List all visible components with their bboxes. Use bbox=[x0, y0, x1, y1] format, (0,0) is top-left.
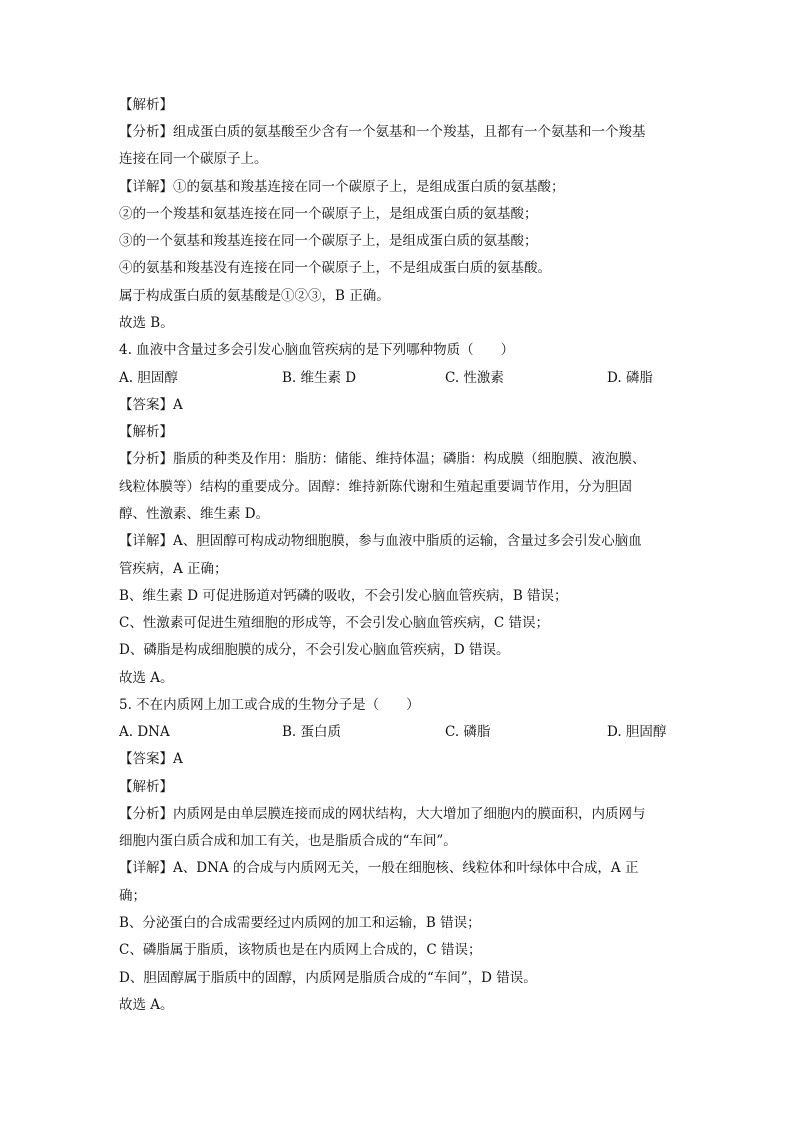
q3-analysis-heading: 【解析】 bbox=[119, 97, 173, 113]
q5-option-d: D. 胆固醇 bbox=[607, 724, 667, 740]
q5-analysis-heading: 【解析】 bbox=[119, 779, 173, 795]
q5-conclusion: 故选 A。 bbox=[119, 997, 174, 1013]
q4-detail-line-3: B、维生素 D 可促进肠道对钙磷的吸收，不会引发心脑血管疾病，B 错误； bbox=[119, 588, 568, 604]
q4-option-c: C. 性激素 bbox=[445, 370, 504, 386]
q4-answer: 【答案】A bbox=[119, 397, 183, 413]
q3-detail-line-1: 【详解】①的氨基和羧基连接在同一个碳原子上，是组成蛋白质的氨基酸； bbox=[119, 179, 565, 195]
q4-analysis-line-1: 【分析】脂质的种类及作用：脂肪：储能、维持体温；磷脂：构成膜（细胞膜、液泡膜、 bbox=[119, 451, 646, 467]
q4-option-b: B. 维生素 D bbox=[282, 370, 357, 386]
q3-analysis-line-1: 【分析】组成蛋白质的氨基酸至少含有一个氨基和一个羧基，且都有一个氨基和一个羧基 bbox=[119, 124, 646, 140]
q5-detail-line-4: C、磷脂属于脂质，该物质也是在内质网上合成的，C 错误； bbox=[119, 942, 482, 958]
q5-option-a: A. DNA bbox=[119, 724, 170, 740]
q5-question: 5. 不在内质网上加工或合成的生物分子是（ ） bbox=[119, 697, 420, 713]
q3-detail-line-2: ②的一个羧基和氨基连接在同一个碳原子上，是组成蛋白质的氨基酸； bbox=[119, 206, 538, 222]
q5-detail-line-3: B、分泌蛋白的合成需要经过内质网的加工和运输，B 错误； bbox=[119, 915, 481, 931]
q4-option-d: D. 磷脂 bbox=[607, 370, 653, 386]
q5-answer: 【答案】A bbox=[119, 751, 183, 767]
q5-detail-line-1: 【详解】A、DNA 的合成与内质网无关，一般在细胞核、线粒体和叶绿体中合成，A 正 bbox=[119, 860, 639, 876]
q5-option-c: C. 磷脂 bbox=[445, 724, 491, 740]
q4-detail-line-4: C、性激素可促进生殖细胞的形成等，不会引发心脑血管疾病，C 错误； bbox=[119, 615, 549, 631]
q4-detail-line-2: 管疾病，A 正确； bbox=[119, 561, 228, 577]
q5-option-b: B. 蛋白质 bbox=[282, 724, 342, 740]
q4-analysis-line-2: 线粒体膜等）结构的重要成分。固醇：维持新陈代谢和生殖起重要调节作用，分为胆固 bbox=[119, 479, 632, 495]
q4-analysis-heading: 【解析】 bbox=[119, 424, 173, 440]
q4-question: 4. 血液中含量过多会引发心脑血管疾病的是下列哪种物质（ ） bbox=[119, 342, 515, 358]
q3-detail-line-5: 属于构成蛋白质的氨基酸是①②③，B 正确。 bbox=[119, 288, 390, 304]
q5-detail-line-2: 确； bbox=[119, 888, 146, 904]
q5-detail-line-5: D、胆固醇属于脂质中的固醇，内质网是脂质合成的“车间”，D 错误。 bbox=[119, 970, 537, 986]
q4-analysis-line-3: 醇、性激素、维生素 D。 bbox=[119, 506, 270, 522]
q4-conclusion: 故选 A。 bbox=[119, 670, 174, 686]
q5-analysis-line-2: 细胞内蛋白质合成和加工有关，也是脂质合成的“车间”。 bbox=[119, 833, 457, 849]
q3-conclusion: 故选 B。 bbox=[119, 315, 174, 331]
q3-analysis-line-2: 连接在同一个碳原子上。 bbox=[119, 151, 268, 167]
q3-detail-line-4: ④的氨基和羧基没有连接在同一个碳原子上，不是组成蛋白质的氨基酸。 bbox=[119, 260, 551, 276]
q4-detail-line-1: 【详解】A、胆固醇可构成动物细胞膜，参与血液中脂质的运输，含量过多会引发心脑血 bbox=[119, 533, 642, 549]
q4-option-a: A. 胆固醇 bbox=[119, 370, 178, 386]
q3-detail-line-3: ③的一个氨基和羧基连接在同一个碳原子上，是组成蛋白质的氨基酸； bbox=[119, 233, 538, 249]
q4-detail-line-5: D、磷脂是构成细胞膜的成分，不会引发心脑血管疾病，D 错误。 bbox=[119, 642, 510, 658]
q5-analysis-line-1: 【分析】内质网是由单层膜连接而成的网状结构，大大增加了细胞内的膜面积，内质网与 bbox=[119, 806, 646, 822]
